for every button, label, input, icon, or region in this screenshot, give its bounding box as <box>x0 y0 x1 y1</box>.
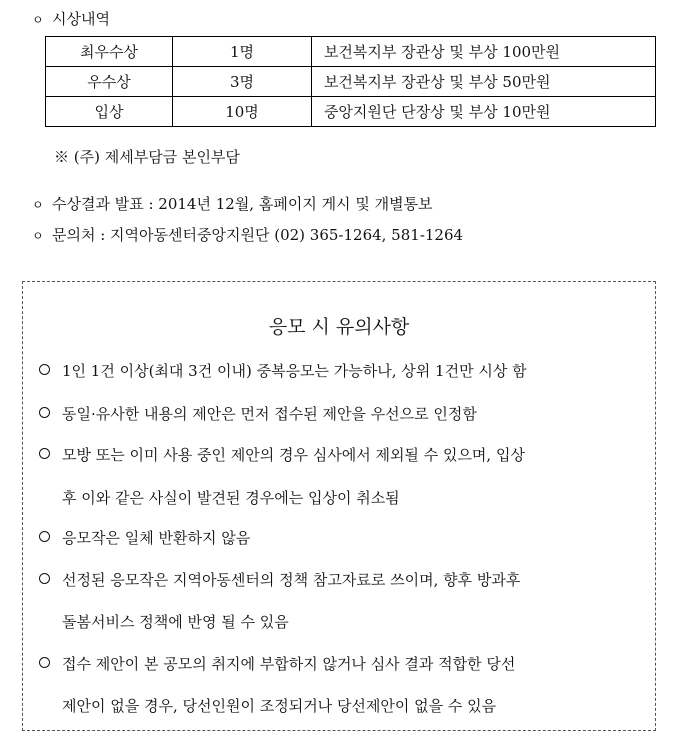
award-grade: 우수상 <box>46 67 173 97</box>
circle-bullet-icon <box>39 364 50 375</box>
section-bullet: ㅇ <box>32 229 44 243</box>
notice-item-text: 선정된 응모작은 지역아동센터의 정책 참고자료로 쓰이며, 향후 방과후 <box>62 571 521 589</box>
section-bullet: ㅇ <box>32 13 44 27</box>
award-prize: 보건복지부 장관상 및 부상 100만원 <box>311 37 655 67</box>
notice-item-text-continued: 제안이 없을 경우, 당선인원이 조정되거나 당선제안이 없을 수 있음 <box>62 697 497 715</box>
notice-box <box>22 281 656 731</box>
award-prize: 중앙지원단 단장상 및 부상 10만원 <box>311 97 655 127</box>
award-count: 10명 <box>173 97 312 127</box>
award-grade: 최우수상 <box>46 37 173 67</box>
circle-bullet-icon <box>39 531 50 542</box>
circle-bullet-icon <box>39 657 50 668</box>
notice-item-text-continued: 후 이와 같은 사실이 발견된 경우에는 입상이 취소됨 <box>62 489 400 507</box>
section-award-heading <box>32 8 110 29</box>
award-grade: 입상 <box>46 97 173 127</box>
notice-title: 응모 시 유의사항 <box>268 316 410 338</box>
table-row <box>46 37 656 67</box>
notice-item-text-continued: 돌봄서비스 정책에 반영 될 수 있음 <box>62 613 289 631</box>
award-prize: 보건복지부 장관상 및 부상 50만원 <box>311 67 655 97</box>
award-count: 3명 <box>173 67 312 97</box>
table-row <box>46 67 656 97</box>
announcement-text: 수상결과 발표 : 2014년 12월, 홈페이지 게시 및 개별통보 <box>52 195 433 213</box>
notice-item-text: 1인 1건 이상(최대 3건 이내) 중복응모는 가능하나, 상위 1건만 시상 함 <box>62 362 527 380</box>
notice-item-text: 모방 또는 이미 사용 중인 제안의 경우 심사에서 제외될 수 있으며, 입상 <box>62 446 525 464</box>
circle-bullet-icon <box>39 448 50 459</box>
contact-text: 문의처 : 지역아동센터중앙지원단 (02) 365-1264, 581-1264 <box>52 226 464 244</box>
notice-item-text: 동일·유사한 내용의 제안은 먼저 접수된 제안을 우선으로 인정함 <box>62 405 477 423</box>
award-count: 1명 <box>173 37 312 67</box>
circle-bullet-icon <box>39 407 50 418</box>
notice-item-text: 접수 제안이 본 공모의 취지에 부합하지 않거나 심사 결과 적합한 당선 <box>62 655 516 673</box>
table-row <box>46 97 656 127</box>
tax-note: ※ (주) 제세부담금 본인부담 <box>54 148 240 166</box>
section-award-title: 시상내역 <box>52 10 110 28</box>
notice-item-text: 응모작은 일체 반환하지 않음 <box>62 529 251 547</box>
announcement-line <box>32 193 433 214</box>
circle-bullet-icon <box>39 573 50 584</box>
award-table <box>45 36 656 127</box>
contact-line <box>32 224 463 245</box>
section-bullet: ㅇ <box>32 198 44 212</box>
